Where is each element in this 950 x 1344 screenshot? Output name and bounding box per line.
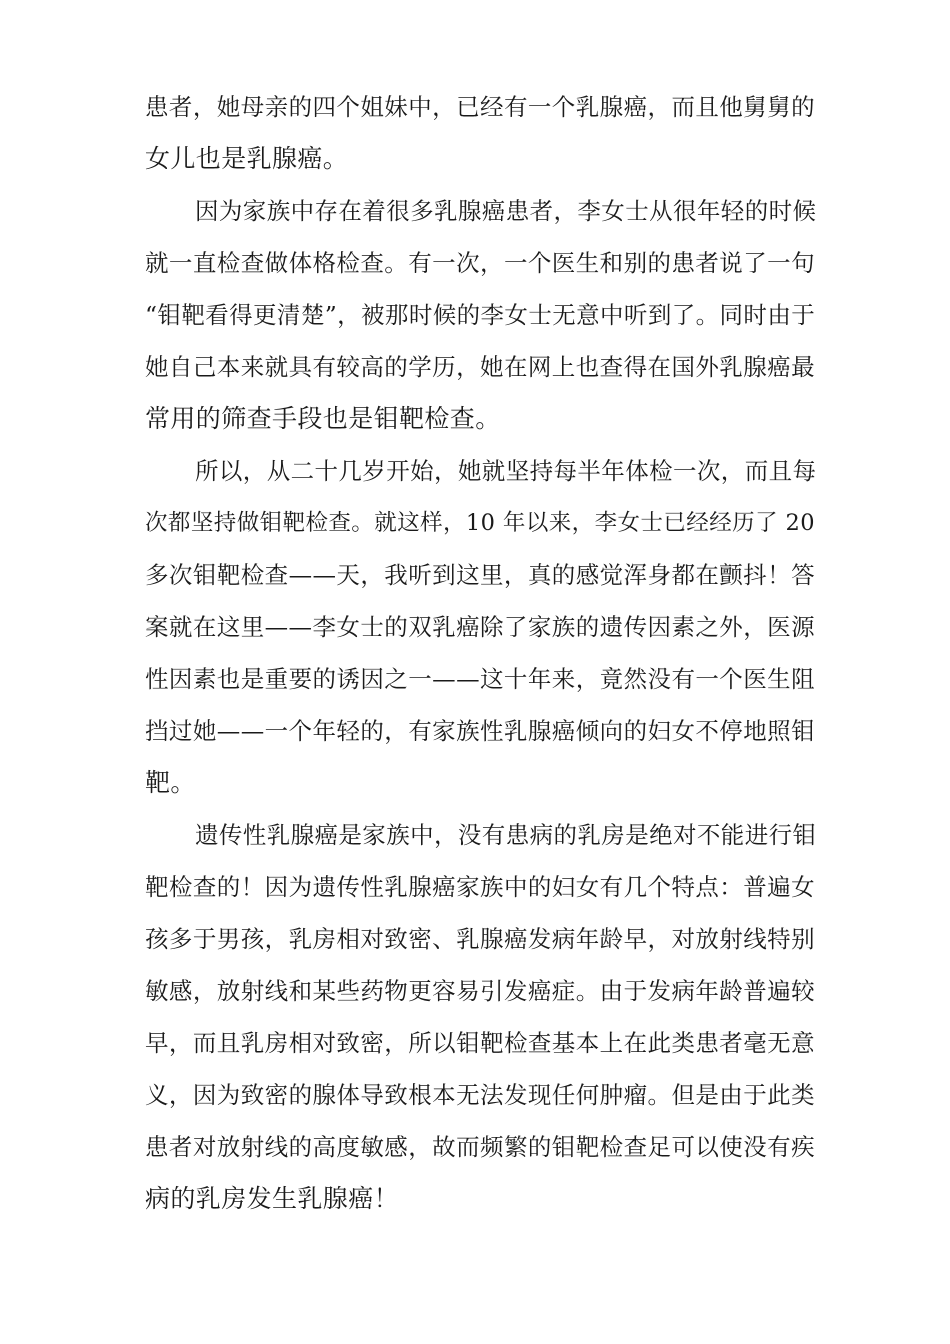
text-line: 义，因为致密的腺体导致根本无法发现任何肿瘤。但是由于此类 — [145, 1081, 815, 1109]
text-line: 靶。 — [145, 768, 196, 797]
text-line: 病的乳房发生乳腺癌！ — [145, 1184, 400, 1213]
paragraph-3 — [145, 445, 815, 809]
document-body — [145, 81, 815, 1225]
text-line: 就一直检查做体格检查。有一次，一个医生和别的患者说了一句 — [145, 249, 815, 277]
text-line: 患者对放射线的高度敏感，故而频繁的钼靶检查足可以使没有疾 — [145, 1133, 815, 1161]
text-line: 女儿也是乳腺癌。 — [145, 144, 349, 173]
text-line: 因为家族中存在着很多乳腺癌患者，李女士从很年轻的时候 — [195, 197, 817, 225]
text-line: 靶检查的！因为遗传性乳腺癌家族中的妇女有几个特点：普遍女 — [145, 873, 815, 901]
text-line: 挡过她——一个年轻的，有家族性乳腺癌倾向的妇女不停地照钼 — [145, 717, 815, 745]
text-line: 所以，从二十几岁开始，她就坚持每半年体检一次，而且每 — [195, 457, 817, 485]
text-line: 常用的筛查手段也是钼靶检查。 — [145, 404, 501, 433]
text-line: 敏感，放射线和某些药物更容易引发癌症。由于发病年龄普遍较 — [145, 977, 815, 1005]
text-line: 遗传性乳腺癌是家族中，没有患病的乳房是绝对不能进行钼 — [195, 821, 817, 849]
text-line: 性因素也是重要的诱因之一——这十年来，竟然没有一个医生阻 — [145, 665, 815, 693]
paragraph-1 — [145, 81, 815, 185]
text-line: 次都坚持做钼靶检查。就这样，10 年以来，李女士已经经历了 20 — [145, 510, 815, 536]
text-line: 案就在这里——李女士的双乳癌除了家族的遗传因素之外，医源 — [145, 613, 815, 641]
text-line: 早，而且乳房相对致密，所以钼靶检查基本上在此类患者毫无意 — [145, 1029, 815, 1057]
text-line: 患者，她母亲的四个姐妹中，已经有一个乳腺癌，而且他舅舅的 — [145, 93, 815, 121]
text-line: 孩多于男孩，乳房相对致密、乳腺癌发病年龄早，对放射线特别 — [145, 925, 815, 953]
paragraph-2 — [145, 185, 815, 445]
text-line: 她自己本来就具有较高的学历，她在网上也查得在国外乳腺癌最 — [145, 353, 815, 381]
text-line: 多次钼靶检查——天，我听到这里，真的感觉浑身都在颤抖！答 — [145, 561, 815, 589]
text-line: “钼靶看得更清楚”，被那时候的李女士无意中听到了。同时由于 — [145, 301, 816, 329]
paragraph-4 — [145, 809, 815, 1225]
